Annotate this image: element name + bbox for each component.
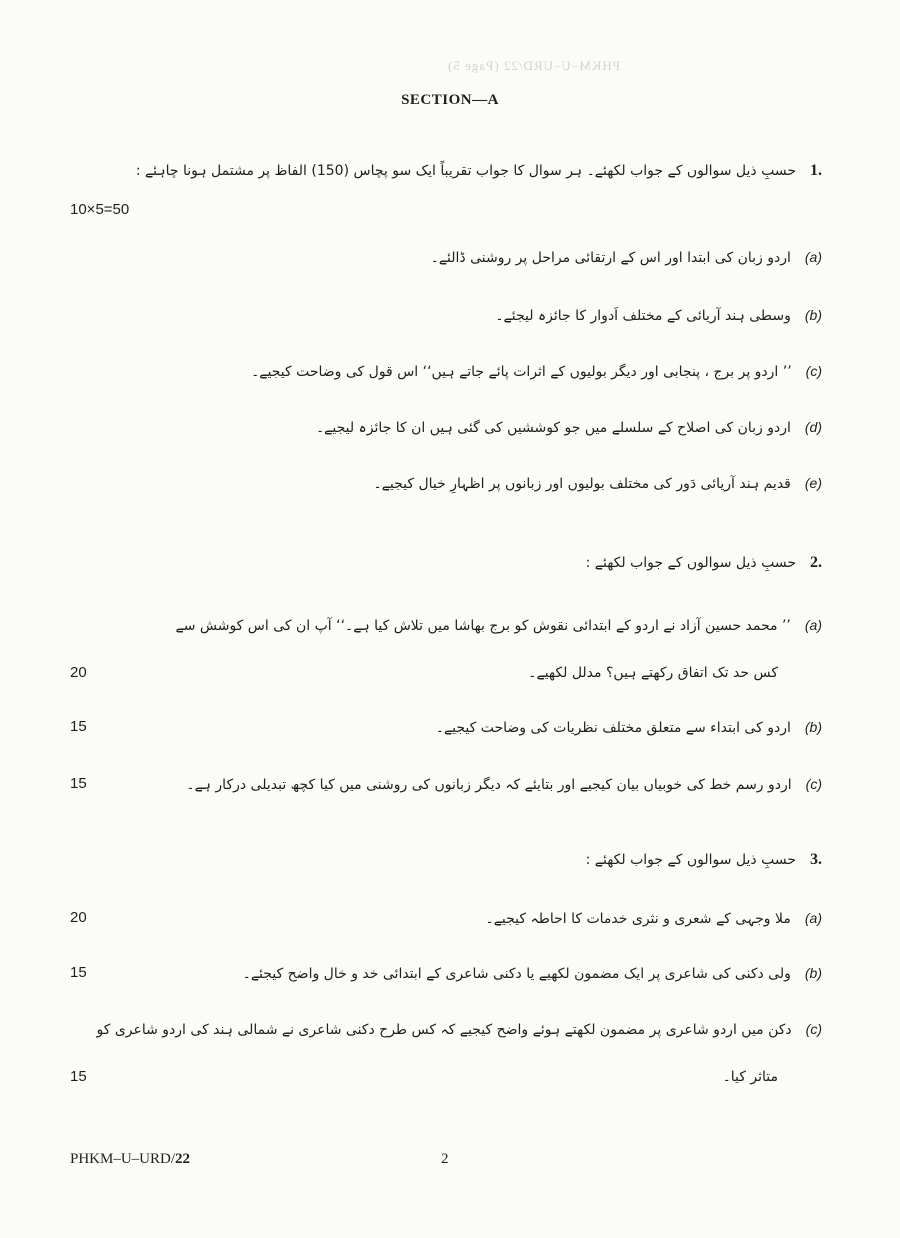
question-2-text: حسبِ ذیل سوالوں کے جواب لکھئے : [585, 555, 796, 571]
q1-part-e-label: (e) [804, 475, 822, 491]
q2-part-c-text: اردو رسم خط کی خوبیاں بیان کیجیے اور بتایئے کہ دیگر زبانوں کی روشنی میں کیا کچھ تبدیلی درکار ہے۔ [186, 777, 792, 793]
q2-part-a-text-1: ’’ محمد حسین آزاد نے اردو کے ابتدائی نقوش کو برج بھاشا میں تلاش کیا ہے۔‘‘ آپ ان کی اس کوشش سے [175, 618, 791, 634]
question-2-number: 2. [810, 554, 822, 571]
q1-part-d-text: اردو زبان کی اصلاح کے سلسلے میں جو کوششیں کی گئی ہیں ان کا جائزہ لیجیے۔ [315, 420, 791, 436]
q1-part-e [373, 470, 822, 496]
question-3-text: حسبِ ذیل سوالوں کے جواب لکھئے : [585, 852, 796, 868]
q2-part-b-label: (b) [804, 719, 822, 735]
question-3-number: 3. [810, 851, 822, 868]
q3-part-a-label: (a) [804, 910, 822, 926]
question-3-line [586, 847, 822, 873]
q1-part-a-text: اردو زبان کی ابتدا اور اس کے ارتقائی مراحل پر روشنی ڈالئے۔ [430, 250, 791, 266]
q1-part-c-label: (c) [805, 363, 822, 379]
q3-part-b [243, 960, 822, 986]
page-number: 2 [441, 1151, 449, 1167]
q2-part-a-line-1 [175, 612, 822, 638]
q1-part-e-text: قدیم ہند آریائی دَور کی مختلف بولیوں اور زبانوں پر اظہارِ خیال کیجیے۔ [373, 476, 791, 492]
section-title: SECTION—A [401, 92, 499, 108]
q2-part-c-marks: 15 [70, 775, 87, 792]
q3-part-a [485, 905, 822, 931]
q1-part-b [495, 302, 822, 328]
q1-part-b-text: وسطی ہند آریائی کے مختلف اَدوار کا جائزہ لیجئے۔ [495, 308, 791, 324]
q2-part-b [436, 714, 822, 740]
q2-part-a-marks: 20 [70, 664, 87, 681]
q2-part-b-text: اردو کی ابتداء سے متعلق مختلف نظریات کی وضاحت کیجیے۔ [435, 720, 791, 736]
question-2-line [586, 550, 822, 576]
q1-part-b-label: (b) [804, 307, 822, 323]
q3-part-c-line-1 [96, 1016, 822, 1042]
question-1-line [136, 158, 822, 184]
q1-part-c [251, 358, 822, 384]
q1-part-c-text: ’’ اردو پر برج ، پنجابی اور دیگر بولیوں کے اثرات پائے جاتے ہیں‘‘ اس قول کی وضاحت کیجیے۔ [251, 364, 792, 380]
q1-part-d-label: (d) [804, 419, 822, 435]
question-1-text: حسبِ ذیل سوالوں کے جواب لکھئے۔ ہر سوال کا جواب تقریباً ایک سو پچاس (150) الفاظ پر مشتمل ہونا چاہئے : [135, 163, 796, 179]
q3-part-b-label: (b) [804, 965, 822, 981]
q3-part-b-marks: 15 [70, 964, 87, 981]
paper-code-prefix: PHKM–U–URD/ [70, 1151, 176, 1167]
q2-part-a-line-2 [528, 660, 778, 686]
paper-code-number: 22 [175, 1151, 191, 1167]
question-1-number: 1. [810, 162, 822, 179]
q3-part-a-marks: 20 [70, 909, 87, 926]
q2-part-c [186, 771, 822, 797]
q3-part-c-marks: 15 [70, 1068, 87, 1085]
q3-part-c-text-1: دکن میں اردو شاعری پر مضمون لکھتے ہوئے واضح کیجیے کہ کس طرح دکنی شاعری نے شمالی ہند کی اردو شاعری کو [96, 1022, 792, 1038]
q2-part-a-label: (a) [804, 617, 822, 633]
q1-part-a [431, 244, 822, 270]
question-1-marks: 10×5=50 [70, 201, 130, 218]
show-through-text: PHKM–U–URD/22 (Page 5) [447, 58, 620, 73]
q3-part-c-line-2 [723, 1064, 778, 1090]
q3-part-a-text: ملا وجہی کے شعری و نثری خدمات کا احاطہ کیجیے۔ [485, 911, 791, 927]
q3-part-c-text-2: متاثر کیا۔ [722, 1069, 778, 1085]
paper-code [70, 1151, 190, 1168]
q3-part-b-text: ولی دکنی کی شاعری پر ایک مضمون لکھیے یا دکنی شاعری کے ابتدائی خد و خال واضح کیجئے۔ [242, 966, 791, 982]
q1-part-a-label: (a) [804, 249, 822, 265]
q2-part-b-marks: 15 [70, 718, 87, 735]
q3-part-c-label: (c) [805, 1021, 822, 1037]
q2-part-a-text-2: کس حد تک اتفاق رکھتے ہیں؟ مدلل لکھیے۔ [528, 665, 778, 681]
q2-part-c-label: (c) [805, 776, 822, 792]
q1-part-d [316, 414, 822, 440]
